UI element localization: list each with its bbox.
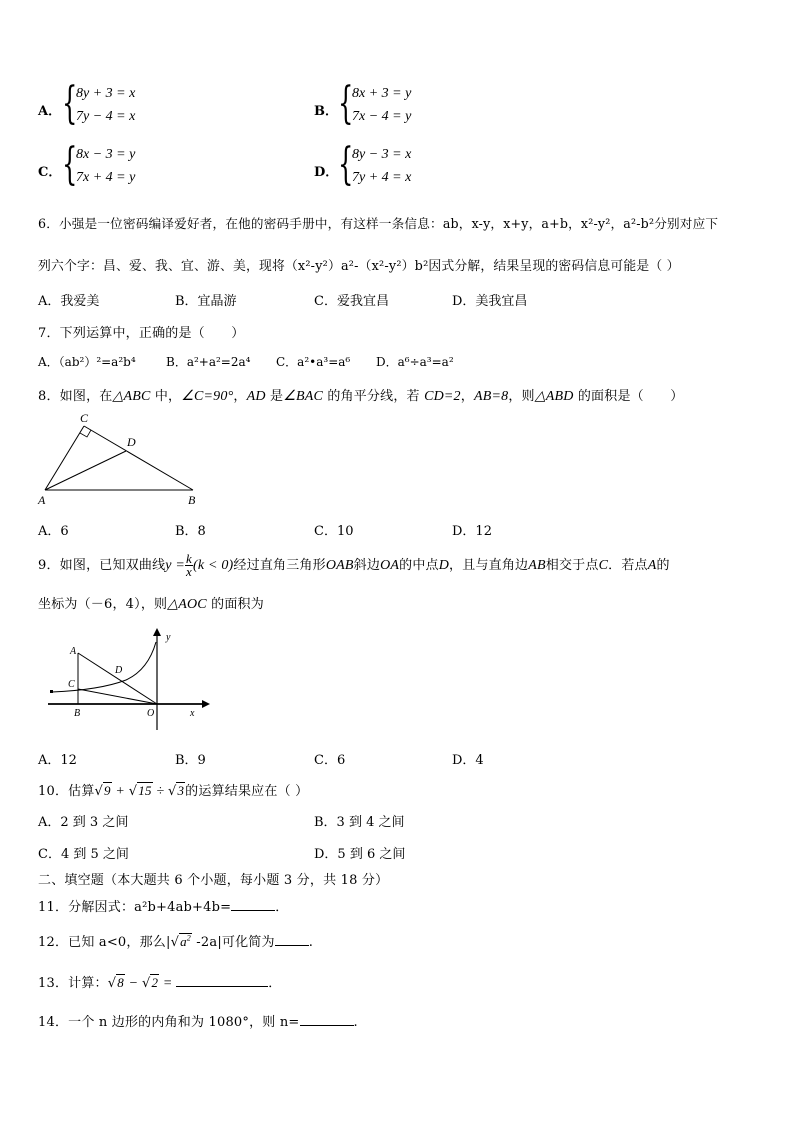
q9-line2-prefix: 坐标为（－6，4），则 (38, 597, 168, 612)
q10-option-b: B．3 到 4 之间 (314, 815, 405, 830)
q12-sqrt (179, 933, 192, 949)
label-b: B (74, 708, 81, 719)
q9-condition: (k < 0) (193, 558, 234, 573)
q13-sqrt-2: 2 (151, 975, 159, 990)
q8-stem (38, 385, 683, 405)
label-a: A (70, 646, 77, 657)
equation-2: 7x − 4 = y (352, 109, 412, 124)
q10-option-a: A．2 到 3 之间 (38, 815, 129, 830)
q9-text: ，且与直角边 (449, 558, 529, 573)
equation-1: 8x + 3 = y (352, 86, 412, 101)
q5-option-b-label: B． (314, 104, 338, 119)
q11-stem (38, 896, 288, 915)
q5-option-c (38, 139, 238, 197)
q14-answer-blank[interactable] (300, 1013, 354, 1026)
q8-text: ， (460, 389, 474, 404)
q8-cd-value: CD=2 (424, 389, 461, 404)
q8-suffix: 的面积是（ ） (573, 389, 684, 404)
q8-text: ，则 (508, 389, 535, 404)
equation-2: 7x + 4 = y (76, 170, 136, 185)
q7-stem: 7．下列运算中，正确的是（ ） (38, 326, 245, 341)
q9-text: ．若点 (608, 558, 648, 573)
q12-suffix: . (308, 935, 314, 950)
equation-1: 8y − 3 = x (352, 147, 412, 162)
x-axis-arrow-icon (202, 700, 210, 708)
q8-option-b: B．8 (175, 524, 206, 539)
q8-option-d: D．12 (452, 524, 492, 539)
q9-option-b: B．9 (175, 753, 206, 768)
label-y: y (166, 632, 171, 643)
q9-ab: AB (528, 558, 546, 573)
q9-triangle-aoc: △AOC (167, 597, 207, 612)
q12-answer-blank[interactable] (275, 933, 309, 946)
q9-point-d: D (438, 558, 450, 573)
q10-divide: ÷ (152, 784, 168, 799)
q10-stem: 10．估算√9 + √15 ÷ √3的运算结果应在（ ） (38, 783, 309, 799)
q13-answer-blank[interactable] (176, 974, 268, 987)
label-x: x (190, 708, 195, 719)
q8-text: ， (233, 389, 247, 404)
q9-fraction (185, 553, 193, 578)
q7-option-d: D．a⁶÷a³=a² (376, 355, 454, 369)
q8-text: 的角平分线，若 (322, 389, 425, 404)
q6-option-c: C．爱我宜昌 (314, 294, 389, 309)
q9-option-a: A．12 (38, 753, 77, 768)
equation-2: 7y − 4 = x (76, 109, 136, 124)
q10-plus: + (111, 784, 129, 799)
q9-text: 的 (656, 558, 670, 573)
q5-option-a-label: A． (38, 104, 62, 119)
q8-segment-ad: AD (246, 389, 266, 404)
equation-1: 8y + 3 = x (76, 86, 136, 101)
q14-stem (38, 1011, 358, 1030)
q9-oab: OAB (325, 558, 354, 573)
fraction-denominator: x (186, 564, 193, 579)
q9-point-c: C (598, 558, 609, 573)
fraction-numerator: k (186, 551, 193, 566)
q11-prefix: 11．分解因式：a²b+4ab+4b= (38, 900, 232, 915)
q8-prefix: 8．如图，在 (38, 389, 113, 404)
q14-prefix: 14．一个 n 边形的内角和为 1080°，则 n= (38, 1015, 300, 1030)
q9-stem-line-2 (38, 593, 264, 613)
q13-equals: = (159, 976, 177, 991)
q13-stem: 13．计算：√8 − √2 = ． (38, 975, 282, 991)
q6-option-a: A．我爱美 (38, 294, 100, 309)
q9-line2-suffix: 的面积为 (206, 597, 264, 612)
q6-line-2: 列六个字：昌、爱、我、宜、游、美，现将（x²-y²）a²-（x²-y²）b²因式分解，结果呈现的密码信息可能是（ ） (38, 259, 680, 274)
q13-minus: − (124, 976, 142, 991)
q5-option-d (314, 139, 514, 197)
q8-option-c: C．10 (314, 524, 354, 539)
q10-sqrt-3: 3 (177, 783, 185, 798)
q13-sqrt-8: 8 (117, 975, 124, 990)
q8-angle-c: ∠C=90° (181, 389, 234, 404)
label-c: C (68, 679, 75, 690)
q6-option-d: D．美我宜昌 (452, 294, 528, 309)
q7-option-a: A．（ab²）²=a²b⁴ (38, 355, 136, 369)
section-2-heading: 二、填空题（本大题共 6 个小题，每小题 3 分，共 18 分） (38, 873, 389, 888)
q7-option-c: C．a²•a³=a⁶ (276, 355, 351, 369)
q12-prefix: 12．已知 a<0，那么| (38, 935, 171, 950)
label-a: A (38, 493, 46, 507)
q9-hyperbola-figure (40, 626, 215, 734)
q9-option-d: D．4 (452, 753, 484, 768)
q9-point-a: A (647, 558, 657, 573)
q9-option-c: C．6 (314, 753, 346, 768)
q8-triangle-abc: △ABC (112, 389, 151, 404)
brace-icon: { (338, 78, 354, 129)
label-d: D (127, 435, 136, 449)
q8-text: 中， (150, 389, 182, 404)
q11-suffix: ． (275, 900, 289, 915)
q9-text: 斜边 (353, 558, 381, 573)
q10-sqrt-9: 9 (104, 783, 111, 798)
q9-prefix: 9．如图，已知双曲线 (38, 558, 166, 573)
q12-radicand: a (180, 934, 187, 949)
q10-option-d: D．5 到 6 之间 (314, 847, 406, 862)
q12-middle: -2a|可化简为 (191, 935, 275, 950)
label-d: D (115, 665, 123, 676)
brace-icon: { (62, 139, 78, 190)
equation-1: 8x − 3 = y (76, 147, 136, 162)
q9-text: 相交于点 (545, 558, 599, 573)
brace-icon: { (62, 78, 78, 129)
y-axis-arrow-icon (153, 628, 161, 636)
right-angle-mark (80, 430, 91, 437)
q9-text: 的中点 (399, 558, 439, 573)
q10-prefix: 10．估算 (38, 784, 95, 799)
q6-line-1: 6．小强是一位密码编译爱好者，在他的密码手册中，有这样一条信息：ab，x-y，x+y，a+b，x²-y²，a²-b²分别对应下 (38, 216, 719, 231)
q12-stem: 12．已知 a<0，那么$|√a^2$ -2a|可化简为 . (38, 933, 314, 950)
equation-2: 7y + 4 = x (352, 170, 412, 185)
q14-suffix: . (353, 1015, 358, 1030)
q12-exponent: 2 (186, 933, 191, 943)
q13-prefix: 13．计算： (38, 976, 108, 991)
q13-suffix: ． (268, 976, 282, 991)
q5-option-c-label: C． (38, 165, 62, 180)
q8-angle-bac: ∠BAC (283, 389, 323, 404)
q5-option-a (38, 78, 238, 136)
q10-suffix: 的运算结果应在（ ） (185, 784, 309, 799)
q8-triangle-abd: △ABD (534, 389, 574, 404)
curve-end-dot (50, 690, 53, 693)
q9-stem-line-1 (38, 550, 670, 582)
label-o: O (147, 708, 155, 719)
q8-ab-value: AB=8 (473, 389, 509, 404)
q6-option-b: B．宜晶游 (175, 294, 237, 309)
label-b: B (188, 493, 196, 507)
q9-text: 经过直角三角形 (233, 558, 326, 573)
q9-y-equals: y = (165, 558, 186, 573)
q5-option-d-label: D． (314, 165, 339, 180)
q8-option-a: A．6 (38, 524, 69, 539)
q8-triangle-figure (30, 408, 210, 508)
q9-oa: OA (380, 558, 400, 573)
q8-text: 是 (265, 389, 284, 404)
label-c: C (80, 411, 89, 425)
q10-option-c: C．4 到 5 之间 (38, 847, 129, 862)
q7-option-b: B．a²+a²=2a⁴ (166, 355, 251, 369)
q10-sqrt-15: 15 (138, 783, 152, 798)
side-cb (84, 426, 193, 490)
brace-icon: { (338, 139, 354, 190)
q11-answer-blank[interactable] (231, 898, 275, 911)
q5-option-b (314, 78, 514, 136)
